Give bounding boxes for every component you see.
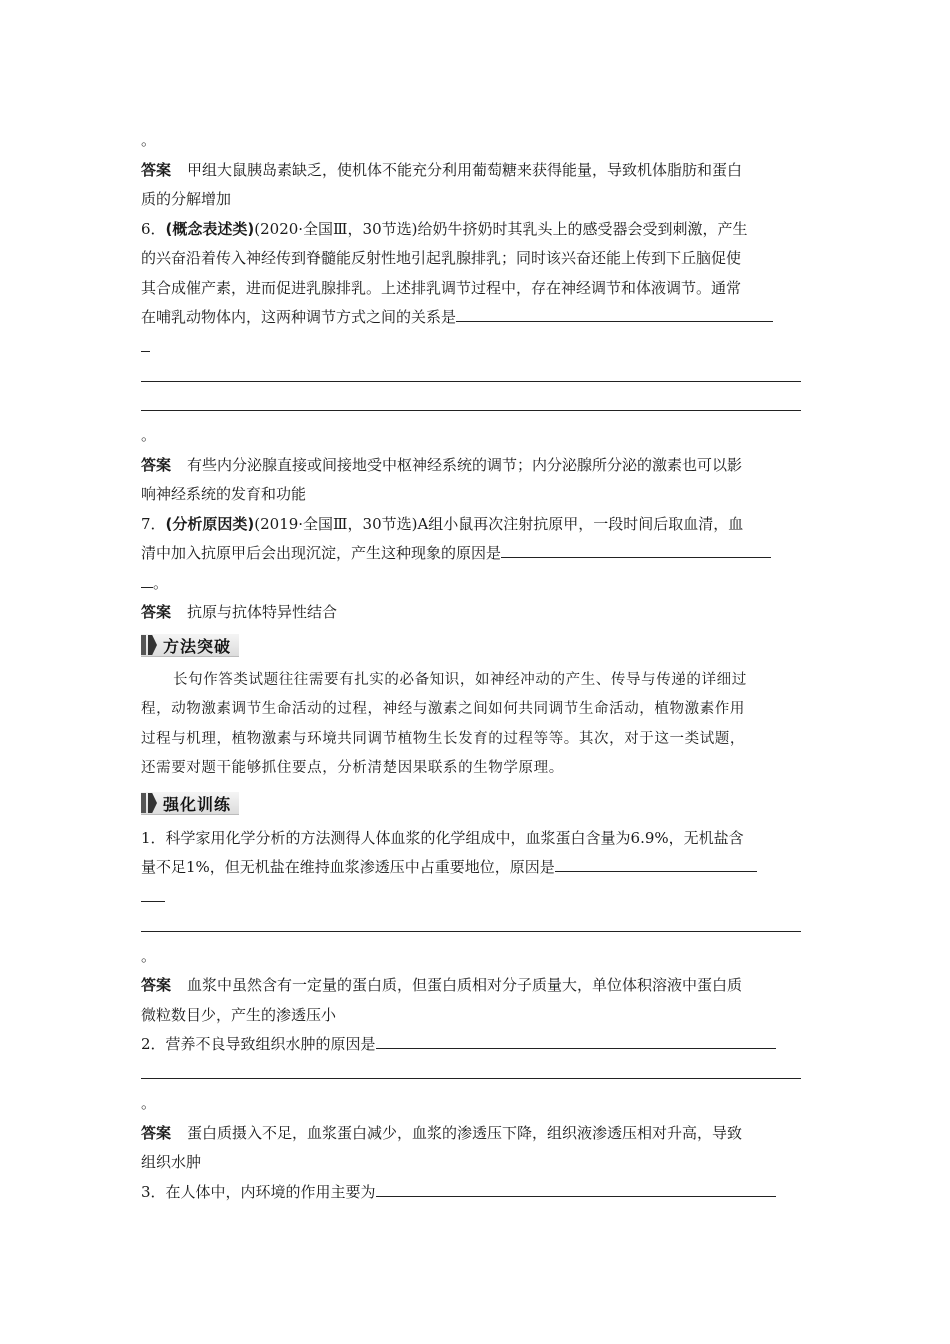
answer-blank[interactable]	[456, 303, 773, 322]
answer-blank[interactable]	[141, 883, 165, 902]
section-heading-method	[141, 634, 813, 658]
answer-text: 抗原与抗体特异性结合	[187, 603, 338, 621]
answer-continuation: 组织水肿	[141, 1153, 202, 1171]
paragraph-line: 还需要对题干能够抓住要点，分析清楚因果联系的生物学原理。	[141, 760, 564, 776]
question-1-line2	[141, 853, 813, 883]
question-text: 清中加入抗原甲后会出现沉淀，产生这种现象的原因是	[141, 544, 502, 562]
period-line	[141, 1089, 813, 1119]
period-line	[141, 126, 813, 156]
question-6-line3: 其合成催产素，进而促进乳腺排乳。上述排乳调节过程中，存在神经调节和体液调节。通常	[141, 278, 742, 297]
answer-blank[interactable]	[555, 853, 757, 872]
section-marker-icon	[141, 635, 157, 655]
method-paragraph	[141, 666, 813, 784]
answer-text: 有些内分泌腺直接或间接地受中枢神经系统的调节；内分泌腺所分泌的激素也可以影	[187, 455, 743, 474]
period-line	[141, 421, 813, 451]
section-title: 强化训练	[163, 794, 232, 814]
answer-blank-line[interactable]	[141, 362, 813, 392]
question-7-line1	[141, 510, 813, 540]
answer-line	[141, 971, 813, 1001]
answer-line	[141, 598, 813, 628]
question-text: (2019·全国Ⅲ，30节选)A组小鼠再次注射抗原甲，一段时间后取血清，血	[254, 514, 744, 533]
document-page	[141, 126, 813, 1207]
answer-text: 甲组大鼠胰岛素缺乏，使机体不能充分利用葡萄糖来获得能量，导致机体脂肪和蛋白	[187, 160, 743, 179]
answer-label: 答案	[141, 160, 172, 179]
answer-line	[141, 156, 813, 186]
answer-continuation: 响神经系统的发育和功能	[141, 485, 307, 503]
answer-line	[141, 1119, 813, 1149]
answer-blank-line[interactable]	[141, 912, 813, 942]
heading-bar	[141, 792, 239, 815]
answer-blank[interactable]	[376, 1030, 776, 1049]
answer-text: 血浆中虽然含有一定量的蛋白质，但蛋白质相对分子质量大，单位体积溶液中蛋白质	[187, 976, 743, 994]
question-text: 在哺乳动物体内，这两种调节方式之间的关系是	[141, 308, 457, 326]
period-text: 。	[141, 131, 157, 149]
answer-blank-line[interactable]	[141, 1060, 813, 1090]
period-line	[141, 942, 813, 972]
question-6-line4	[141, 303, 813, 333]
question-tag: (分析原因类)	[165, 514, 255, 533]
question-6-line1	[141, 215, 813, 245]
section-title: 方法突破	[163, 636, 232, 656]
answer-label: 答案	[141, 976, 172, 994]
answer-blank[interactable]	[141, 569, 153, 588]
paragraph-line: 过程与机理，植物激素与环境共同调节植物生长发育的过程等等。其次，对于这一类试题，	[141, 730, 745, 747]
question-text: 3．在人体中，内环境的作用主要为	[141, 1182, 376, 1201]
question-number: 7．	[141, 514, 166, 533]
question-tag: (概念表述类)	[165, 219, 255, 238]
answer-blank-line[interactable]	[141, 392, 813, 422]
paragraph-line: 长句作答类试题往往需要有扎实的必备知识，如神经冲动的产生、传导与传递的详细过	[173, 671, 747, 688]
answer-blank[interactable]	[141, 333, 150, 352]
question-7-line2	[141, 539, 813, 569]
section-marker-icon	[141, 793, 157, 813]
period-line	[141, 569, 813, 599]
answer-blank[interactable]	[501, 539, 771, 558]
answer-label: 答案	[141, 455, 172, 474]
period-text: 。	[141, 1094, 157, 1112]
answer-label: 答案	[141, 603, 172, 621]
question-number: 6．	[141, 219, 166, 238]
answer-continuation: 质的分解增加	[141, 190, 232, 208]
answer-blank-line[interactable]	[141, 883, 813, 913]
question-text: 2．营养不良导致组织水肿的原因是	[141, 1035, 376, 1053]
answer-continuation: 微粒数目少，产生的渗透压小	[141, 1005, 337, 1024]
question-2-line1	[141, 1030, 813, 1060]
heading-bar	[141, 634, 239, 657]
period-text: 。	[141, 946, 157, 965]
answer-line	[141, 451, 813, 481]
answer-text: 蛋白质摄入不足，血浆蛋白减少，血浆的渗透压下降，组织液渗透压相对升高，导致	[187, 1123, 743, 1142]
question-6-line2: 的兴奋沿着传入神经传到脊髓能反射性地引起乳腺排乳；同时该兴奋还能上传到下丘脑促使	[141, 249, 742, 267]
answer-label: 答案	[141, 1123, 172, 1142]
paragraph-line: 程，动物激素调节生命活动的过程，神经与激素之间如何共同调节生命活动，植物激素作用	[141, 701, 745, 717]
question-1-line1: 1．科学家用化学分析的方法测得人体血浆的化学组成中，血浆蛋白含量为6.9%，无机盐含	[141, 828, 744, 847]
answer-blank-line[interactable]	[141, 333, 813, 363]
section-heading-training	[141, 792, 813, 816]
answer-blank[interactable]	[376, 1178, 776, 1197]
period-text: 。	[153, 573, 169, 592]
question-text: 量不足1%，但无机盐在维持血浆渗透压中占重要地位，原因是	[141, 858, 555, 876]
question-3-line1	[141, 1178, 813, 1208]
question-text: (2020·全国Ⅲ，30节选)给奶牛挤奶时其乳头上的感受器会受到刺激，产生	[254, 219, 748, 238]
period-text: 。	[141, 426, 157, 444]
